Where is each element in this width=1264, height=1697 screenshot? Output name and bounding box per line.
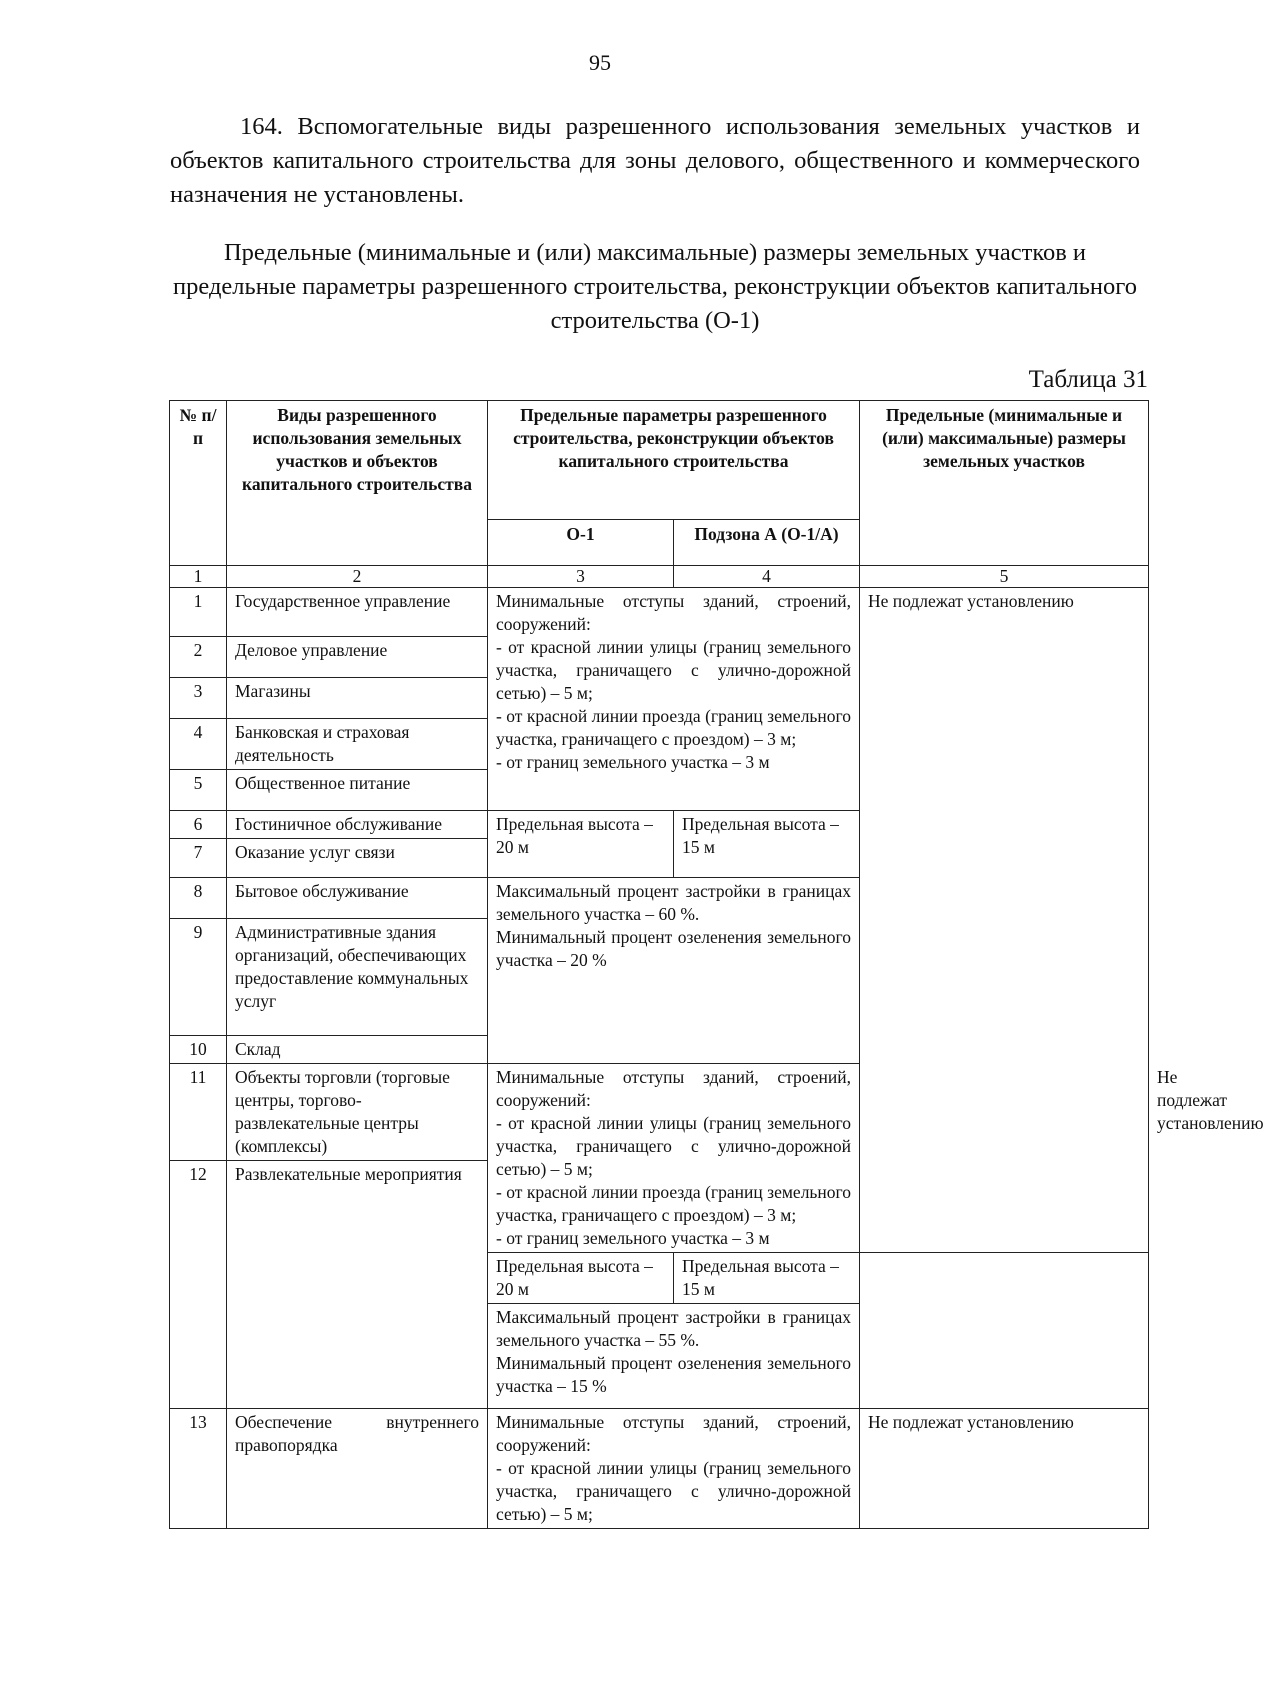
table-row	[170, 588, 1149, 637]
row-name: Склад	[227, 1036, 488, 1064]
row-name: Гостиничное обслуживание	[227, 811, 488, 839]
colnum-4: 4	[674, 566, 860, 588]
row-name: Развлекательные мероприятия	[227, 1161, 488, 1409]
table-row	[170, 1409, 1149, 1529]
group2-coverage: Максимальный процент застройки в границах земельного участка – 55 %. Минимальный процент озеленения земельного участка – 15 %	[488, 1304, 860, 1409]
table-header-row	[170, 401, 1149, 520]
group3-setbacks: Минимальные отступы зданий, строений, сооружений: - от красной линии улицы (границ земельного участка, граничащего с улично-дорожной сетью) – 5 м;	[488, 1409, 860, 1529]
group1-sizes: Не подлежат установлению	[860, 588, 1149, 1253]
row-num: 5	[170, 770, 227, 811]
row-num: 7	[170, 839, 227, 878]
paragraph-164: 164. Вспомогательные виды разрешенного использования земельных участков и объектов капитального строительства для зоны делового, общественного и коммерческого назначения не установлены.	[170, 113, 1140, 208]
row-num: 9	[170, 919, 227, 1036]
row-name: Деловое управление	[227, 637, 488, 678]
row-name: Государственное управление	[227, 588, 488, 637]
group1-height-a: Предельная высота – 15 м	[674, 811, 860, 878]
header-o1: О-1	[488, 520, 674, 566]
colnum-3: 3	[488, 566, 674, 588]
row-num: 6	[170, 811, 227, 839]
row-name: Банковская и страховая деятельность	[227, 719, 488, 770]
row-num: 8	[170, 878, 227, 919]
table-title: Предельные (минимальные и (или) максимальные) размеры земельных участков и предельные параметры разрешенного строительства, реконструкции объектов капитального строительства (О-1)	[173, 239, 1137, 334]
group1-coverage: Максимальный процент застройки в границах земельного участка – 60 %. Минимальный процент озеленения земельного участка – 20 %	[488, 878, 860, 1064]
row-num: 1	[170, 588, 227, 637]
table-row: 11 Объекты торговли (торговые центры, торгово-развлекательные центры (комплексы) Минимальные отступы зданий, строений, сооружений: - от красной линии улицы (границ земельного участка, граничащего с улично-дорожной сетью) – 5 м; - от красной линии проезда (границ земельного участка, граничащего с проездом) – 3 м; - от границ земельного участка – 3 м Не подлежат установлению	[170, 1064, 1149, 1161]
header-params: Предельные параметры разрешенного строительства, реконструкции объектов капитального строительства	[488, 401, 860, 520]
colnum-2: 2	[227, 566, 488, 588]
row-name: Обеспечение внутреннего правопорядка	[227, 1409, 488, 1529]
row-num: 3	[170, 678, 227, 719]
row-num: 4	[170, 719, 227, 770]
row-num: 13	[170, 1409, 227, 1529]
group2-setbacks: Минимальные отступы зданий, строений, сооружений: - от красной линии улицы (границ земельного участка, граничащего с улично-дорожной сетью) – 5 м; - от красной линии проезда (границ земельного участка, граничащего с проездом) – 3 м; - от границ земельного участка – 3 м	[488, 1064, 860, 1253]
header-sizes: Предельные (минимальные и (или) максимальные) размеры земельных участков	[860, 401, 1149, 566]
row-name: Объекты торговли (торговые центры, торгово-развлекательные центры (комплексы)	[227, 1064, 488, 1161]
colnum-5: 5	[860, 566, 1149, 588]
row-name: Административные здания организаций, обеспечивающих предоставление коммунальных услуг	[227, 919, 488, 1036]
row-num: 2	[170, 637, 227, 678]
row-name: Бытовое обслуживание	[227, 878, 488, 919]
header-num: № п/п	[170, 401, 227, 566]
row-num: 10	[170, 1036, 227, 1064]
group2-height-o1: Предельная высота – 20 м	[488, 1253, 674, 1304]
group1-height-o1: Предельная высота – 20 м	[488, 811, 674, 878]
parameters-table	[169, 400, 1264, 1529]
row-num: 12	[170, 1161, 227, 1409]
row-name: Магазины	[227, 678, 488, 719]
row-name: Общественное питание	[227, 770, 488, 811]
page-number: 95	[589, 50, 611, 75]
group1-setbacks: Минимальные отступы зданий, строений, сооружений: - от красной линии улицы (границ земельного участка, граничащего с улично-дорожной сетью) – 5 м; - от красной линии проезда (границ земельного участка, граничащего с проездом) – 3 м; - от границ земельного участка – 3 м	[488, 588, 860, 811]
table-label: Таблица 31	[1028, 366, 1148, 393]
header-subzone: Подзона А (О-1/А)	[674, 520, 860, 566]
row-name: Оказание услуг связи	[227, 839, 488, 878]
group3-sizes: Не подлежат установлению	[860, 1409, 1149, 1529]
header-kinds: Виды разрешенного использования земельных участков и объектов капитального строительства	[227, 401, 488, 566]
row-num: 11	[170, 1064, 227, 1161]
colnum-1: 1	[170, 566, 227, 588]
column-number-row	[170, 566, 1149, 588]
group2-height-a: Предельная высота – 15 м	[674, 1253, 860, 1304]
